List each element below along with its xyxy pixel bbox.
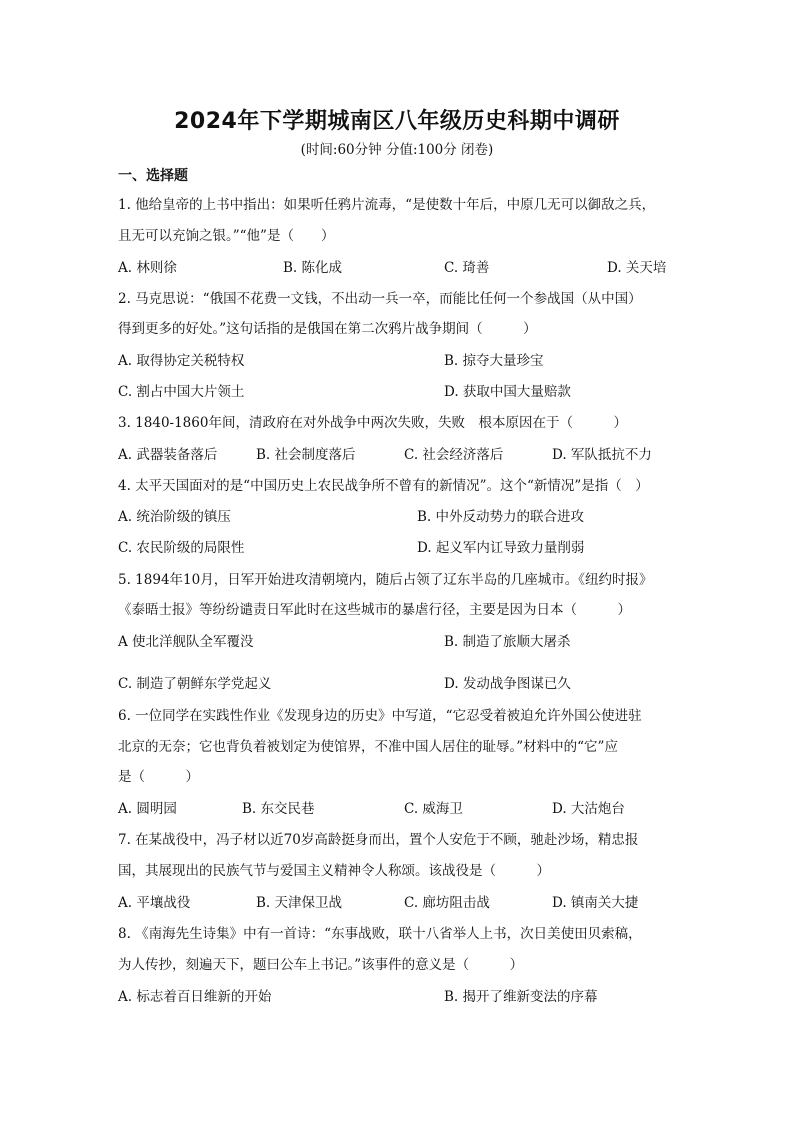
q6-stem-line-3: 是（ ） (118, 769, 199, 785)
q7-stem-line-2: 国，其展现出的民族气节与爱国主义精神令人称颂。该战役是（ ） (118, 863, 550, 879)
q7-option-b: B. 天津保卫战 (256, 895, 343, 911)
q1-option-a: A. 林则徐 (118, 260, 177, 276)
q3-option-a: A. 武器装备落后 (118, 447, 218, 463)
q4-stem-line-1: 4. 太平天国面对的是“中国历史上农民战争所不曾有的新情况”。这个“新情况”是指（ ） (118, 478, 649, 494)
q2-stem-line-1: 2. 马克思说：“俄国不花费一文钱，不出动一兵一卒，而能比任何一个参战国（从中国） (118, 291, 642, 307)
q7-option-c: C. 廊坊阻击战 (404, 895, 490, 911)
q1-option-d: D. 关天培 (607, 260, 667, 276)
q3-option-b: B. 社会制度落后 (256, 447, 356, 463)
q3-option-c: C. 社会经济落后 (404, 447, 504, 463)
q7-option-a: A. 平壤战役 (118, 895, 191, 911)
q8-stem-line-2: 为人传抄，刻遍天下，题曰公车上书记。”该事件的意义是（ ） (118, 957, 524, 973)
q2-option-c: C. 割占中国大片领土 (118, 384, 245, 400)
q2-stem-line-2: 得到更多的好处。”这句话指的是俄国在第二次鸦片战争期间（ ） (118, 321, 537, 337)
q5-option-a: A 使北洋舰队全军覆没 (118, 634, 254, 650)
q5-stem-line-1: 5. 1894年10月，日军开始进攻清朝境内，随后占领了辽东半岛的几座城市。《纽约时报》 (118, 572, 653, 588)
exam-title: 2024年下学期城南区八年级历史科期中调研 (174, 109, 620, 134)
q3-option-d: D. 军队抵抗不力 (552, 447, 652, 463)
q2-option-b: B. 掠夺大量珍宝 (444, 353, 544, 369)
q8-stem-line-1: 8. 《南海先生诗集》中有一首诗：“东事战败，联十八省举人上书，次日美使田贝索稿， (118, 926, 642, 942)
q3-stem-line-1: 3. 1840-1860年间，清政府在对外战争中两次失败，失败 根本原因在于（ ） (118, 415, 627, 431)
q7-option-d: D. 镇南关大捷 (552, 895, 639, 911)
exam-subtitle: (时间:60分钟 分值:100分 闭卷) (300, 142, 494, 158)
q4-option-a: A. 统治阶级的镇压 (118, 509, 231, 525)
q4-option-b: B. 中外反动势力的联合进攻 (417, 509, 585, 525)
q1-option-c: C. 琦善 (444, 260, 490, 276)
q5-stem-line-2: 《泰晤士报》等纷纷谴责日军此时在这些城市的暴虐行径，主要是因为日本（ ） (118, 602, 631, 618)
q5-option-d: D. 发动战争图谋已久 (444, 676, 571, 692)
q6-option-b: B. 东交民巷 (242, 801, 315, 817)
section-heading: 一、选择题 (118, 168, 188, 184)
q6-option-d: D. 大沽炮台 (552, 801, 625, 817)
q5-option-b: B. 制造了旅顺大屠杀 (444, 634, 571, 650)
q4-option-c: C. 农民阶级的局限性 (118, 540, 245, 556)
q8-option-a: A. 标志着百日维新的开始 (118, 989, 272, 1005)
q6-option-c: C. 威海卫 (404, 801, 463, 817)
q2-option-a: A. 取得协定关税特权 (118, 353, 245, 369)
q6-option-a: A. 圆明园 (118, 801, 177, 817)
q8-option-b: B. 揭开了维新变法的序幕 (444, 989, 598, 1005)
q1-stem-line-1: 1. 他给皇帝的上书中指出：如果听任鸦片流毒，“是使数十年后，中原几无可以御敌之兵， (118, 197, 656, 213)
q1-option-b: B. 陈化成 (283, 260, 343, 276)
q6-stem-line-1: 6. 一位同学在实践性作业《发现身边的历史》中写道，“它忍受着被迫允许外国公使进驻 (118, 708, 642, 724)
q2-option-d: D. 获取中国大量赔款 (444, 384, 571, 400)
q4-option-d: D. 起义军内讧导致力量削弱 (417, 540, 585, 556)
q1-stem-line-2: 且无可以充饷之银。”“他”是（ ） (118, 228, 335, 244)
q7-stem-line-1: 7. 在某战役中，冯子材以近70岁高龄挺身而出，置个人安危于不顾，驰赴沙场，精忠报 (118, 832, 639, 848)
q5-option-c: C. 制造了朝鲜东学党起义 (118, 676, 272, 692)
q6-stem-line-2: 北京的无奈；它也背负着被划定为使馆界，不准中国人居住的耻辱。”材料中的“它”应 (118, 739, 618, 755)
